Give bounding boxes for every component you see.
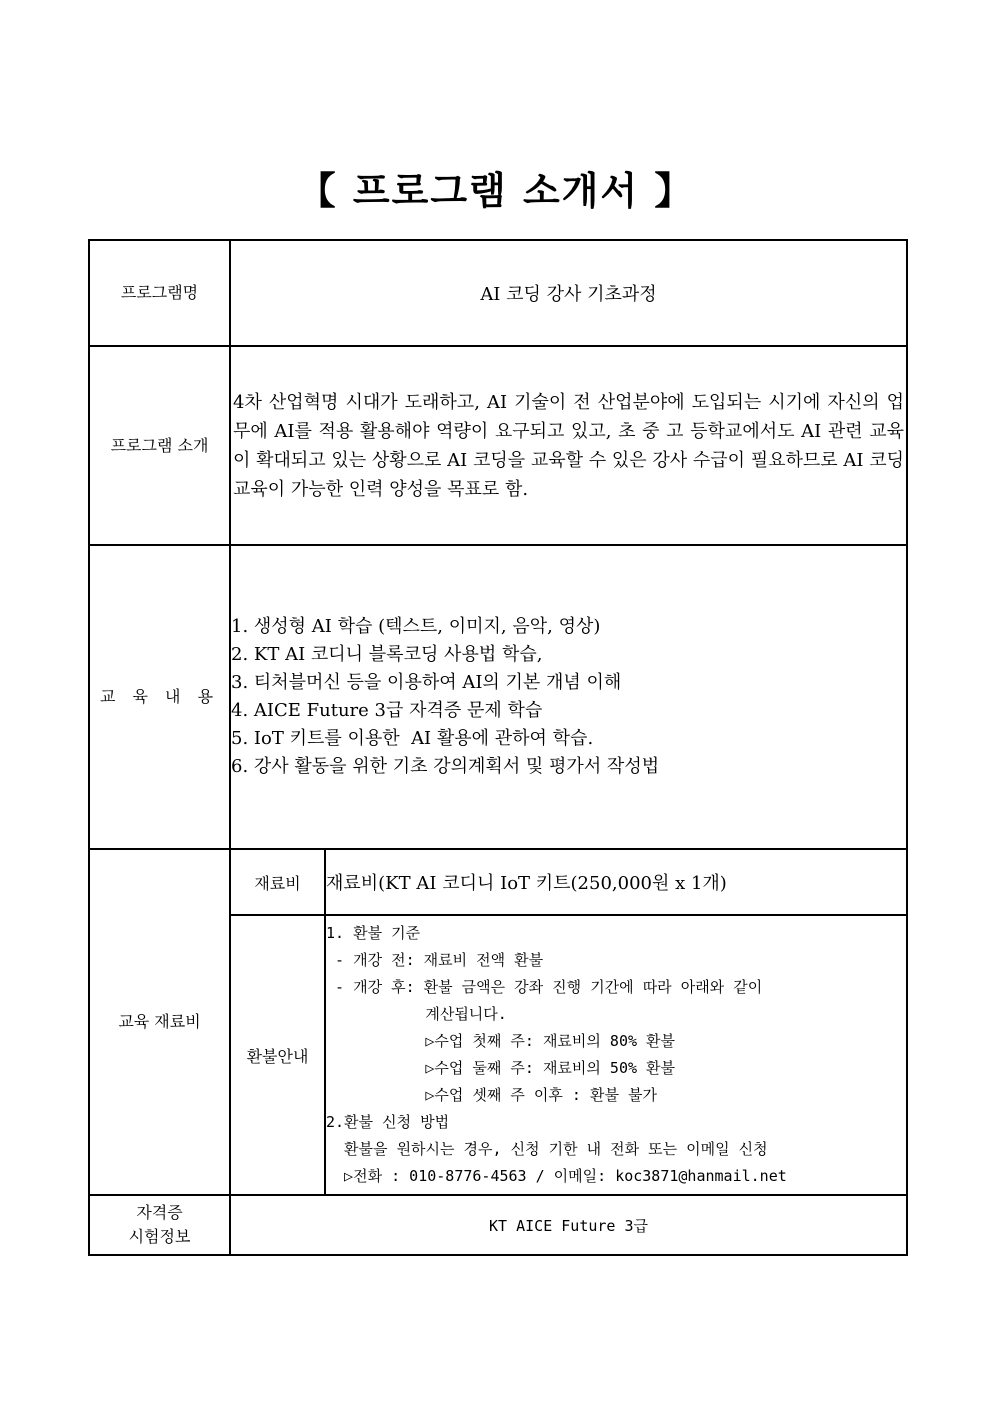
fee-value: 재료비(KT AI 코디니 IoT 키트(250,000원 x 1개) — [325, 849, 907, 915]
program-info-table — [88, 239, 908, 1256]
program-name-row — [89, 240, 907, 346]
refund-line: 1. 환불 기준 — [326, 924, 421, 942]
list-item: 1. 생성형 AI 학습 (텍스트, 이미지, 음악, 영상) — [231, 616, 601, 637]
refund-line: ▷수업 첫째 주: 재료비의 80% 환불 — [326, 1032, 676, 1050]
list-item: 6. 강사 활동을 위한 기초 강의계획서 및 평가서 작성법 — [231, 756, 660, 777]
material-fee-row — [89, 849, 907, 915]
refund-line: ▷전화 : 010-8776-4563 / 이메일: koc3871@hanmail.net — [326, 1167, 787, 1185]
education-content-list — [230, 545, 907, 849]
fee-sublabel: 재료비 — [230, 849, 325, 915]
certification-label-line1: 자격증 — [136, 1203, 183, 1222]
list-item: 3. 티처블머신 등을 이용하여 AI의 기본 개념 이해 — [231, 672, 622, 693]
education-content-row — [89, 545, 907, 849]
program-intro-label: 프로그램 소개 — [89, 346, 230, 545]
refund-line: 계산됩니다. — [326, 1005, 507, 1023]
program-intro-row — [89, 346, 907, 545]
refund-info — [325, 915, 907, 1195]
refund-line: - 개강 후: 환불 금액은 강좌 진행 기간에 따라 아래와 같이 — [326, 978, 763, 996]
refund-line: ▷수업 둘째 주: 재료비의 50% 환불 — [326, 1059, 676, 1077]
certification-label-line2: 시험정보 — [128, 1227, 191, 1246]
education-content-label: 교 육 내 용 — [89, 545, 230, 849]
refund-line: 2.환불 신청 방법 — [326, 1113, 450, 1131]
program-name-label: 프로그램명 — [89, 240, 230, 346]
program-intro-text: 4차 산업혁명 시대가 도래하고, AI 기술이 전 산업분야에 도입되는 시기에 자신의 업무에 AI를 적용 활용해야 역량이 요구되고 있고, 초 중 고 등학교에서도 AI 관련 교육이 확대되고 있는 상황으로 AI 코딩을 교육할 수 있은 강사 수급이 필요하므로 AI 코딩 교육이 가능한 인력 양성을 목표로 함. — [230, 346, 907, 545]
list-item: 2. KT AI 코디니 블록코딩 사용법 학습, — [231, 644, 543, 665]
list-item: 5. IoT 키트를 이용한 AI 활용에 관하여 학습. — [231, 728, 594, 749]
document-title: 【 프로그램 소개서 】 — [297, 169, 695, 213]
list-item: 4. AICE Future 3급 자격증 문제 학습 — [231, 700, 543, 721]
refund-line: ▷수업 셋째 주 이후 : 환불 불가 — [326, 1086, 657, 1104]
program-name-value: AI 코딩 강사 기초과정 — [230, 240, 907, 346]
refund-sublabel: 환불안내 — [230, 915, 325, 1195]
refund-line: 환불을 원하시는 경우, 신청 기한 내 전화 또는 이메일 신청 — [326, 1140, 768, 1158]
refund-line: - 개강 전: 재료비 전액 환불 — [326, 951, 544, 969]
certification-row — [89, 1195, 907, 1255]
certification-value: KT AICE Future 3급 — [230, 1195, 907, 1255]
certification-label — [89, 1195, 230, 1255]
material-fee-label: 교육 재료비 — [89, 849, 230, 1195]
